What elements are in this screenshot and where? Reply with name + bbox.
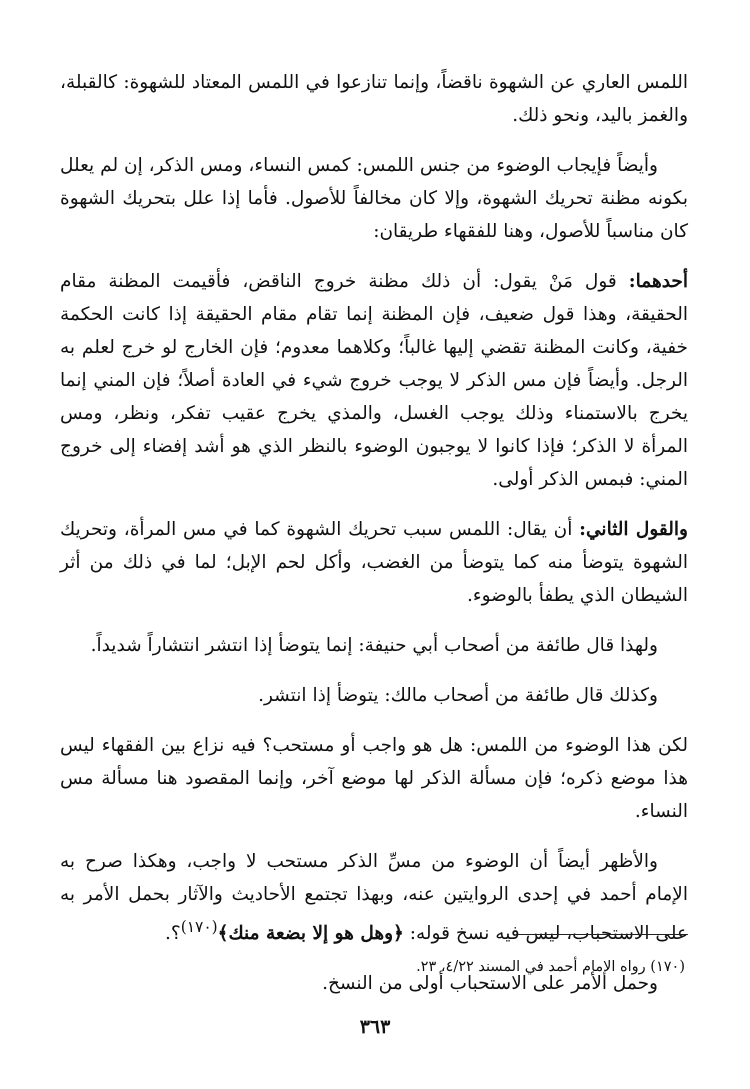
paragraph-7: لكن هذا الوضوء من اللمس: هل هو واجب أو مستحب؟ فيه نزاع بين الفقهاء ليس هذا موضع ذكره؛ فإن مسألة الذكر لها موضع آخر، وإنما المقصود هنا مسألة مس النساء. [60, 735, 688, 822]
paragraph-3 [60, 265, 688, 496]
paragraph-4-lead: والقول الثاني: [579, 519, 688, 540]
footnote-reference: (١٧٠) [180, 918, 218, 936]
main-text [60, 66, 688, 1017]
paragraph-4-text: أن يقال: اللمس سبب تحريك الشهوة كما في مس المرأة، وتحريك الشهوة يتوضأ منه كما يتوضأ من الغضب، وأكل لحم الإبل؛ لما في ذلك من أثر الشيطان الذي يطفأ بالوضوء. [60, 519, 688, 606]
paragraph-6: وكذلك قال طائفة من أصحاب مالك: يتوضأ إذا انتشر. [258, 685, 658, 706]
quran-quote: ﴿وهل هو إلا بضعة منك﴾ [217, 923, 404, 945]
paragraph-4 [60, 513, 688, 612]
paragraph-3-lead: أحدهما: [628, 271, 688, 292]
footnote-divider [518, 934, 688, 935]
paragraph-5: ولهذا قال طائفة من أصحاب أبي حنيفة: إنما يتوضأ إذا انتشر انتشاراً شديداً. [90, 635, 658, 656]
paragraph-8-end: ؟. [165, 923, 181, 945]
paragraph-2: وأيضاً فإيجاب الوضوء من جنس اللمس: كمس النساء، ومس الذكر، إن لم يعلل بكونه مظنة تحريك الشهوة، وإلا كان مخالفاً للأصول. فأما إذا علل بتحريك الشهوة كان مناسباً للأصول، وهنا للفقهاء طريقان: [60, 155, 688, 242]
page-number: ٣٦٣ [359, 1016, 391, 1038]
paragraph-9: وحمل الأمر على الاستحباب أولى من النسخ. [322, 973, 658, 995]
paragraph-3-text: قول مَنْ يقول: أن ذلك مظنة خروج الناقض، فأقيمت المظنة مقام الحقيقة، وهذا قول ضعيف، فإن المظنة إنما تقام مقام الحقيقة إذا كانت الحكمة خفية، وكانت المظنة تقضي إليها غالباً؛ وكلاهما معدوم؛ فإن الخارج لو خرج لعلم به الرجل. وأيضاً فإن مس الذكر لا يوجب خروج شيء في العادة أصلاً؛ فإن المني إنما يخرج بالاستمناء وذلك يوجب الغسل، والمذي يخرج عقيب تفكر، ونظر، ومس المرأة لا الذكر؛ فإذا كانوا لا يوجبون الوضوء بالنظر الذي هو أشد إفضاء إلى خروج المني: فبمس الذكر أولى. [60, 271, 688, 490]
paragraph-8-text: والأظهر أيضاً أن الوضوء من مسِّ الذكر مستحب لا واجب، وهكذا صرح به الإمام أحمد في إحدى الروايتين عنه، وبهذا تجتمع الأحاديث والآثار بحمل الأمر به على الاستحباب، ليس فيه نسخ قوله: [60, 851, 688, 945]
footnote: (١٧٠) رواه الإمام أحمد في المسند ٤/٢٢، ٢٣. [416, 959, 685, 975]
paragraph-1: اللمس العاري عن الشهوة ناقضاً، وإنما تنازعوا في اللمس المعتاد للشهوة: كالقبلة، والغمز باليد، ونحو ذلك. [60, 72, 688, 126]
